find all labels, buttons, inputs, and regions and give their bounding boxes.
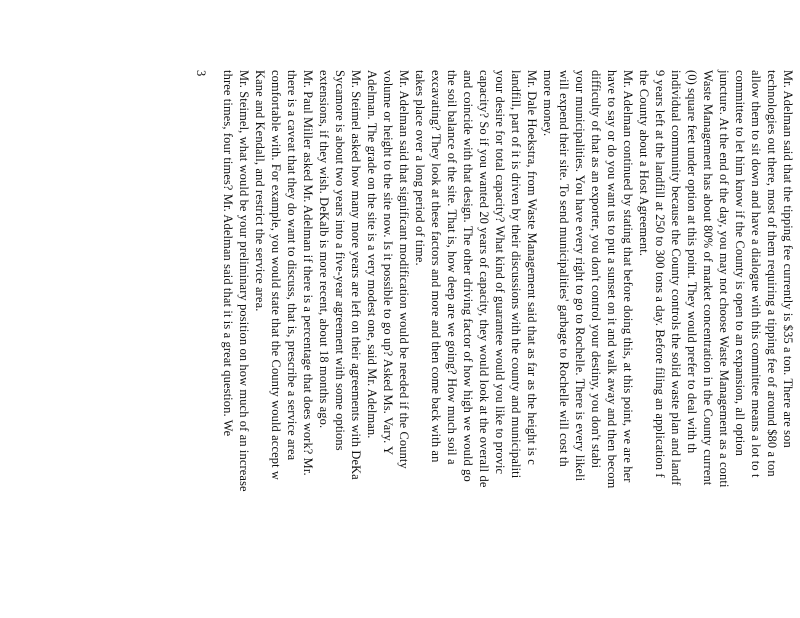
text-line: committee to let him know if the County is open to an expansion, all option (733, 70, 747, 457)
text-line: volume or height to the site now. Is it possible to go up? Asked Ms. Vary. Y (381, 70, 395, 456)
text-line: Sycamore is about two years into a five-year agreement with some options (333, 70, 347, 451)
text-line: takes place over a long period of time. (413, 70, 427, 266)
text-line: Kane and Kendall, and restrict the service area. (253, 70, 267, 312)
text-line: and coincide with that design. The other driving factor of how high we would go (461, 70, 475, 482)
text-line: comfortable with. For example, you would state that the County would accept w (269, 70, 283, 481)
text-line: difficulty of that as an exporter, you don't control your destiny, you don't stabi (589, 70, 603, 469)
text-line: more money. (541, 70, 555, 137)
page-number: 3 (194, 70, 208, 77)
text-line: individual community because the County controls the solid waste plan and landf (669, 70, 683, 486)
text-line: capacity? So if you wanted 20 years of capacity, they would look at the overall de (477, 70, 491, 488)
text-line: allow them to sit down and have a dialogue with this committee means a lot to t (749, 70, 763, 478)
text-line: there is a caveat that they do want to discuss, that is, prescribe a service area (285, 70, 299, 461)
text-line: have to say or do you want us to put a sunset on it and walk away and then becom (605, 70, 619, 489)
text-line: your desire for total capacity? What kind of guarantee would you like to provic (493, 70, 507, 475)
text-line: Mr. Adelman continued by stating that before doing this, at this point, we are her (621, 70, 635, 483)
text-line: (0) square feet under option at this point. They would prefer to deal with th (685, 70, 699, 454)
text-line: landfill, part of it is driven by their discussions with the county and municipaliti (509, 70, 523, 479)
text-line: 9 years left at the landfill at 250 to 300 tons a day. Before filing an application f (653, 70, 667, 478)
text-line: Mr. Dale Hoekstra, from Waste Management said that as far as the height is c (525, 70, 539, 465)
text-line: your municipalities. You have every right to go to Rochelle. There is every likeli (573, 70, 587, 482)
text-line: will expend their site. To send municipalities' garbage to Rochelle will cost th (557, 70, 571, 467)
text-line: Mr. Steimel asked how many more years are left on their agreements with DeKa (349, 70, 363, 480)
text-line: excavating? They look at these factors and more and then come back with an (429, 70, 443, 463)
text-line: Mr. Paul Miller asked Mr. Adelman if there is a percentage that does work? Mr. (301, 70, 315, 476)
text-line: technologies out there, most of them requiring a tipping fee of around $80 a ton (765, 70, 779, 477)
text-line: Mr. Adelman said that the tipping fee currently is $35 a ton. There are son (781, 70, 795, 448)
text-line: the County about a Host Agreement. (637, 70, 651, 257)
text-line: Adelman. The grade on the site is a very modest one, said Mr. Adelman. (365, 70, 379, 439)
text-line: Waste Management has about 80% of market concentration in the County current (701, 70, 715, 486)
text-line: the soil balance of the site. That is, how deep are we going? How much soil a (445, 70, 459, 465)
text-line: Mr. Steimel, what would be your preliminary position on how much of an increase (237, 70, 251, 492)
text-line: juncture. At the end of the day, you may not choose Waste Management as a conti (717, 70, 731, 488)
text-line: three times, four times? Mr. Adelman said that it is a great question. We (221, 70, 235, 437)
rotated-text-block (74, 70, 794, 618)
text-line: extensions, if they wish. DeKalb is more recent, about 18 months ago. (317, 70, 331, 429)
text-line: Mr. Adelman said that significant modification would be needed if the County (397, 70, 411, 469)
